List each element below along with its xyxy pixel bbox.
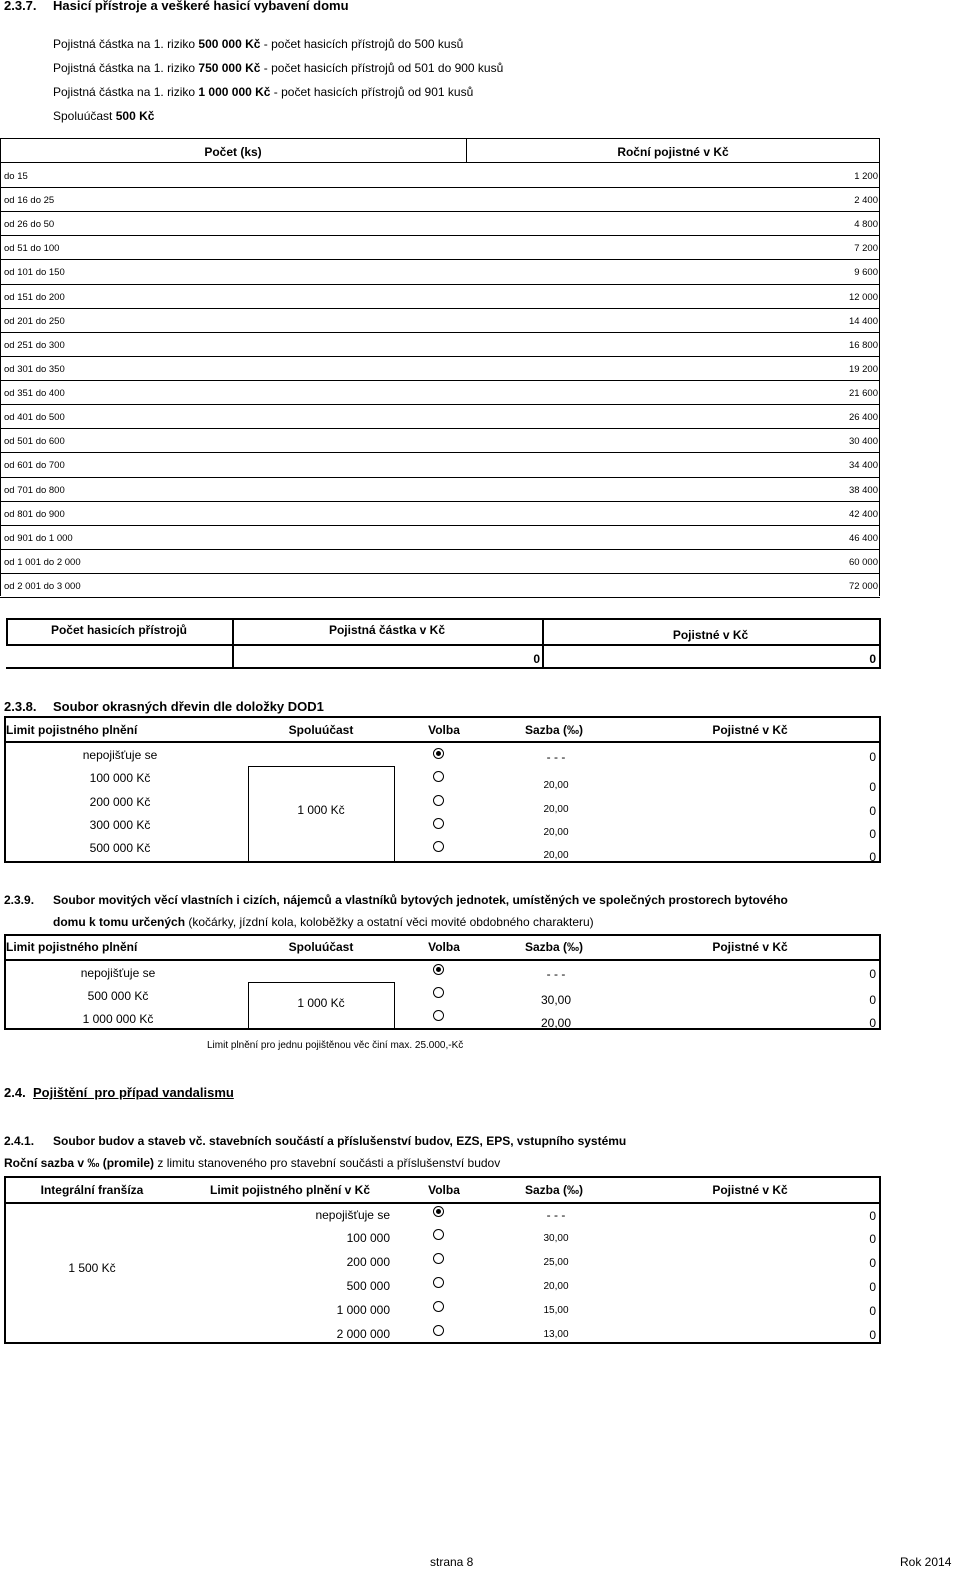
deductible-value: 1 000 Kč bbox=[297, 803, 345, 817]
table-row-range: od 26 do 50 bbox=[4, 219, 55, 231]
table-row-range: od 301 do 350 bbox=[4, 363, 65, 375]
option-radio[interactable] bbox=[433, 1010, 444, 1021]
option-premium: 0 bbox=[869, 1304, 876, 1318]
option-radio[interactable] bbox=[433, 987, 444, 998]
summary-count-label: Počet hasicích přístrojů bbox=[50, 623, 188, 637]
option-radio[interactable] bbox=[433, 795, 444, 806]
table-row-premium: 26 400 bbox=[848, 412, 878, 424]
option-radio[interactable] bbox=[433, 818, 444, 829]
header-limit: Limit pojistného plnění v Kč bbox=[209, 1183, 370, 1197]
option-radio[interactable] bbox=[433, 1253, 444, 1264]
table-row-premium: 4 800 bbox=[854, 219, 878, 231]
option-rate: 20,00 bbox=[543, 1281, 569, 1292]
table-row-premium: 21 600 bbox=[848, 388, 878, 400]
option-rate: 25,00 bbox=[543, 1257, 569, 1268]
option-rate: 30,00 bbox=[540, 993, 572, 1007]
table-row-premium: 42 400 bbox=[848, 508, 878, 520]
table-row-premium: 38 400 bbox=[848, 484, 878, 496]
summary-amount-value[interactable]: 0 bbox=[533, 652, 540, 666]
header-premium: Pojistné v Kč bbox=[712, 723, 788, 737]
option-limit: nepojišťuje se bbox=[82, 748, 158, 762]
header-limit: Limit pojistného plnění bbox=[6, 940, 138, 954]
option-limit: 100 000 Kč bbox=[89, 771, 151, 785]
page-number: strana 8 bbox=[430, 1555, 474, 1569]
section-title: Soubor movitých věcí vlastních i cizích, nájemců a vlastníků bytových jednotek, umístěných ve společných prostorech bytového bbox=[53, 893, 788, 907]
option-radio[interactable] bbox=[433, 1206, 444, 1217]
table-row-range: do 15 bbox=[4, 171, 28, 182]
option-rate: 20,00 bbox=[540, 1016, 572, 1030]
section-title: Pojištění pro případ vandalismu bbox=[33, 1085, 234, 1100]
franchise-value: 1 500 Kč bbox=[68, 1261, 116, 1275]
header-rate: Sazba (‰) bbox=[524, 1183, 583, 1197]
option-limit: 1 000 000 bbox=[336, 1303, 390, 1317]
header-rate: Sazba (‰) bbox=[524, 940, 583, 954]
option-limit: 100 000 bbox=[346, 1231, 390, 1245]
table-row-range: od 801 do 900 bbox=[4, 508, 65, 520]
option-premium: 0 bbox=[869, 780, 876, 794]
table-row-premium: 19 200 bbox=[848, 363, 878, 375]
section-number: 2.4. bbox=[4, 1085, 26, 1100]
header-deductible: Spoluúčast bbox=[288, 940, 354, 954]
option-radio[interactable] bbox=[433, 1277, 444, 1288]
option-rate: - - - bbox=[546, 967, 566, 981]
header-premium: Roční pojistné v Kč bbox=[617, 145, 729, 159]
option-premium: 0 bbox=[869, 1328, 876, 1342]
option-limit: 300 000 Kč bbox=[89, 818, 151, 832]
table-row-premium: 14 400 bbox=[848, 315, 878, 327]
option-limit: 1 000 000 Kč bbox=[82, 1012, 154, 1026]
limit-note: Limit plnění pro jednu pojištěnou věc činí max. 25.000,-Kč bbox=[207, 1040, 464, 1051]
option-rate: 20,00 bbox=[543, 804, 569, 815]
table-row-premium: 72 000 bbox=[848, 581, 878, 593]
option-premium: 0 bbox=[869, 750, 876, 764]
table-row-range: od 1 001 do 2 000 bbox=[4, 556, 81, 568]
section-title: Hasicí přístroje a veškeré hasicí vybavení domu bbox=[53, 0, 349, 13]
deductible-value: 1 000 Kč bbox=[297, 996, 345, 1010]
header-premium: Pojistné v Kč bbox=[712, 1183, 788, 1197]
option-premium: 0 bbox=[869, 1280, 876, 1294]
table-row-range: od 16 do 25 bbox=[4, 195, 55, 207]
deductible-line: Spoluúčast 500 Kč bbox=[53, 109, 155, 123]
header-franchise: Integrální franšíza bbox=[40, 1183, 144, 1197]
option-premium: 0 bbox=[869, 804, 876, 818]
header-choice: Volba bbox=[428, 1183, 460, 1197]
table-row-range: od 151 do 200 bbox=[4, 291, 65, 303]
table-row-range: od 2 001 do 3 000 bbox=[4, 581, 81, 593]
option-premium: 0 bbox=[869, 1209, 876, 1223]
header-deductible: Spoluúčast bbox=[288, 723, 354, 737]
header-premium: Pojistné v Kč bbox=[712, 940, 788, 954]
table-row-premium: 34 400 bbox=[848, 460, 878, 472]
table-row-range: od 601 do 700 bbox=[4, 460, 65, 472]
section-title: Soubor budov a staveb vč. stavebních součástí a příslušenství budov, EZS, EPS, vstupního systému bbox=[53, 1134, 627, 1148]
option-limit: 200 000 bbox=[346, 1255, 390, 1269]
section-number: 2.4.1. bbox=[4, 1134, 35, 1148]
option-radio[interactable] bbox=[433, 841, 444, 852]
section-title: Soubor okrasných dřevin dle doložky DOD1 bbox=[53, 699, 324, 714]
section-subtitle: Roční sazba v ‰ (promile) z limitu stanoveného pro stavební součásti a příslušenství budov bbox=[4, 1156, 501, 1170]
option-limit: 500 000 Kč bbox=[89, 841, 151, 855]
table-row-premium: 9 600 bbox=[854, 267, 878, 279]
table-row-premium: 30 400 bbox=[848, 436, 878, 448]
option-premium: 0 bbox=[869, 1256, 876, 1270]
option-premium: 0 bbox=[869, 850, 876, 864]
option-rate: 20,00 bbox=[543, 850, 569, 861]
option-limit: 500 000 bbox=[346, 1279, 390, 1293]
option-rate: 20,00 bbox=[543, 780, 569, 791]
option-radio[interactable] bbox=[433, 748, 444, 759]
option-premium: 0 bbox=[869, 827, 876, 841]
coverage-line: Pojistná částka na 1. riziko 750 000 Kč - počet hasicích přístrojů od 501 do 900 kusů bbox=[53, 61, 504, 75]
option-radio[interactable] bbox=[433, 1325, 444, 1336]
option-premium: 0 bbox=[869, 1016, 876, 1030]
header-count: Počet (ks) bbox=[204, 145, 262, 159]
table-row-premium: 16 800 bbox=[848, 339, 878, 351]
coverage-line: Pojistná částka na 1. riziko 500 000 Kč - počet hasicích přístrojů do 500 kusů bbox=[53, 37, 464, 51]
table-row-range: od 251 do 300 bbox=[4, 339, 65, 351]
table-row-premium: 12 000 bbox=[848, 291, 878, 303]
summary-premium-label: Pojistné v Kč bbox=[672, 628, 749, 642]
section-number: 2.3.7. bbox=[4, 0, 37, 13]
option-rate: - - - bbox=[546, 750, 566, 764]
summary-premium-value: 0 bbox=[869, 652, 876, 666]
header-choice: Volba bbox=[428, 723, 460, 737]
option-rate: 15,00 bbox=[543, 1305, 569, 1316]
option-limit: 200 000 Kč bbox=[89, 795, 151, 809]
option-premium: 0 bbox=[869, 967, 876, 981]
table-row-range: od 901 do 1 000 bbox=[4, 532, 73, 544]
option-radio[interactable] bbox=[433, 964, 444, 975]
option-limit: 500 000 Kč bbox=[87, 989, 149, 1003]
table-row-range: od 401 do 500 bbox=[4, 412, 65, 424]
table-row-range: od 201 do 250 bbox=[4, 315, 65, 327]
option-limit: 2 000 000 bbox=[336, 1327, 390, 1341]
option-limit: nepojišťuje se bbox=[80, 966, 156, 980]
option-rate: - - - bbox=[546, 1208, 566, 1222]
option-rate: 13,00 bbox=[543, 1329, 569, 1340]
table-row-range: od 501 do 600 bbox=[4, 436, 65, 448]
header-choice: Volba bbox=[428, 940, 460, 954]
option-radio[interactable] bbox=[433, 1229, 444, 1240]
option-radio[interactable] bbox=[433, 1301, 444, 1312]
summary-amount-label: Pojistná částka v Kč bbox=[328, 623, 446, 637]
coverage-line: Pojistná částka na 1. riziko 1 000 000 Kč - počet hasicích přístrojů od 901 kusů bbox=[53, 85, 474, 99]
table-row-premium: 46 400 bbox=[848, 532, 878, 544]
section-number: 2.3.9. bbox=[4, 893, 35, 907]
header-rate: Sazba (‰) bbox=[524, 723, 583, 737]
section-subtitle: domu k tomu určených (kočárky, jízdní kola, koloběžky a ostatní věci movité obdobného charakteru) bbox=[53, 915, 594, 929]
year: Rok 2014 bbox=[900, 1555, 952, 1569]
option-premium: 0 bbox=[869, 993, 876, 1007]
table-row-premium: 2 400 bbox=[854, 195, 878, 207]
table-row-premium: 60 000 bbox=[848, 556, 878, 568]
table-row-range: od 101 do 150 bbox=[4, 267, 65, 279]
table-row-range: od 51 do 100 bbox=[4, 243, 60, 255]
header-limit: Limit pojistného plnění bbox=[6, 723, 138, 737]
table-row-premium: 7 200 bbox=[854, 243, 878, 255]
option-radio[interactable] bbox=[433, 771, 444, 782]
table-row-range: od 701 do 800 bbox=[4, 484, 65, 496]
option-rate: 20,00 bbox=[543, 827, 569, 838]
option-rate: 30,00 bbox=[543, 1233, 569, 1244]
table-row-range: od 351 do 400 bbox=[4, 388, 65, 400]
option-premium: 0 bbox=[869, 1232, 876, 1246]
table-row-premium: 1 200 bbox=[854, 171, 878, 182]
option-limit: nepojišťuje se bbox=[315, 1208, 390, 1222]
section-number: 2.3.8. bbox=[4, 699, 37, 714]
